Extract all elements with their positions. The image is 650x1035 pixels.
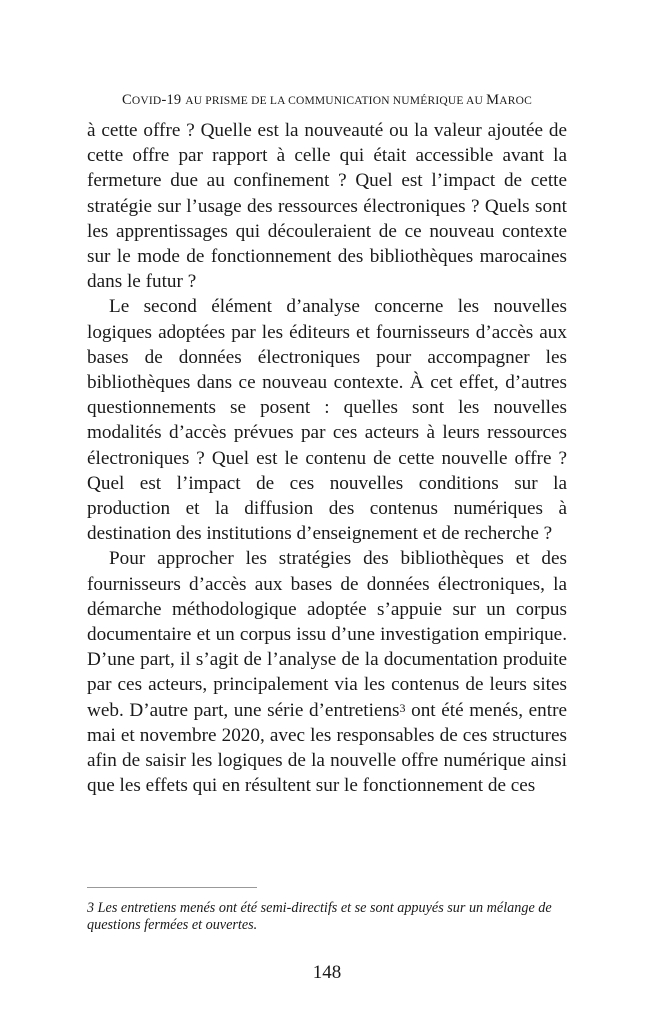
running-head-cap-2: -19 — [161, 92, 186, 108]
footnote: 3 Les entretiens menés ont été semi-directifs et se sont appuyés sur un mélange de questions fermées et ouvertes. — [87, 900, 552, 933]
body-text — [87, 118, 567, 798]
paragraph-methodology-text-b: ont été menés, entre mai et novembre 2020, avec les responsables de ces structures afin de saisir les logiques de la nouvelle offre numérique ainsi que les effets qui en résultent sur le fonctionnement de ces — [87, 699, 567, 797]
running-head-smallcaps-2: AU PRISME DE LA COMMUNICATION NUMÉRIQUE AU — [185, 95, 487, 107]
paragraph-methodology — [87, 546, 567, 798]
running-head-cap-3: M — [486, 92, 500, 108]
paragraph-continued: à cette offre ? Quelle est la nouveauté ou la valeur ajoutée de cette offre par rapport à celle qui était accessible avant la fermeture due au confinement ? Quel est l’impact de cette stratégie sur l’usage des ressources électroniques ? Quels sont les apprentissages qui découleraient de ce nouveau contexte sur le mode de fonctionnement des bibliothèques marocaines dans le futur ? — [87, 120, 567, 293]
paragraph-methodology-text-a: Pour approcher les stratégies des bibliothèques et des fournisseurs d’accès aux bases de données électroniques, la démarche méthodologique adoptée s’appuie sur un corpus documentaire et un corpus issu d’une investigation empirique. D’une part, il s’agit de l’analyse de la documentation produite par ces acteurs, principalement via les contenus de leurs sites web. D’autre part, une série d’entretiens — [87, 548, 567, 721]
running-head-smallcaps-3: AROC — [499, 95, 532, 107]
book-page — [87, 0, 567, 1035]
page-number: 148 — [312, 962, 342, 983]
paragraph-second-element: Le second élément d’analyse concerne les nouvelles logiques adoptées par les éditeurs et fournisseurs d’accès aux bases de données électroniques pour accompagner les bibliothèques dans ce nouveau contexte. À cet effet, d’autres questionnements se posent : quelles sont les nouvelles modalités d’accès prévues par ces acteurs à leurs ressources électroniques ? Quel est le contenu de cette nouvelle offre ? Quel est l’impact de ces nouvelles conditions sur la production et la diffusion des contenus numériques à destination des institutions d’enseignement et de recherche ? — [87, 296, 567, 545]
running-head-smallcaps-1: OVID — [131, 95, 162, 107]
running-head — [87, 92, 567, 109]
running-head-cap-1: C — [122, 92, 132, 108]
footnote-reference: 3 — [399, 700, 406, 715]
footnote-divider — [87, 887, 257, 888]
